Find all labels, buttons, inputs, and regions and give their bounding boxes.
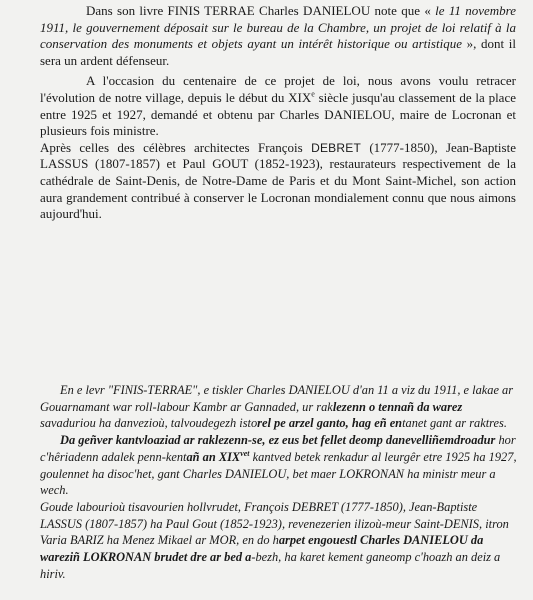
french-paragraph-1 [40,3,516,69]
bold-text-run: arpet engouestl Charles DANIELOU da wareziñ LOKRONAN brudet dre ar bed a [40,533,484,565]
breton-paragraph-3 [40,499,520,583]
bold-text-run: rel pe arzel ganto, hag eñ en [257,416,403,431]
text-run: En e levr "FINIS-TERRAE", e tiskler Charles DANIELOU d'an 11 a viz du 1911, e lakae ar Gouarnamant war roll-labour Kambr ar Gannaded, ur rak [40,383,514,414]
text-run: siècle jusqu'au classement de la place entre 1925 et 1927, demandé et obtenu par Charles DANIELOU, maire de Locronan et plusieurs fois ministre. [40,89,516,139]
quoted-text: le 11 novembre 1911, le gouvernement déposait sur le bureau de la Chambre, un projet de loi relatif à la conservation des monuments et objets ayant un intérêt historique ou artistique [40,3,516,52]
superscript: e [311,89,315,99]
text-run: Après celles des célèbres architectes François [40,139,312,155]
bold-text-run: Da geñver kantvloaziad ar raklezenn-se, ez eus bet fellet deomp danevelliñemdroadur [60,433,496,448]
breton-text-block [40,382,520,582]
text-run: Goude labourioù tisavourien hollvrudet, François DEBRET (1777-1850), Jean-Baptiste LASSUS (1807-1857) ha Paul Gout (1852-1923), revenezerien ilizoù-meur Saint-DENIS, itron Varia BARIZ ha Menez Mikael ar MOR, en do h [40,499,509,548]
text-run: tanet gant ar raktres. [402,416,507,431]
text-run: kantved betek renkadur al leurgêr etre 1925 ha 1927, goulennet ha disoc'het, gant Charles DANIELOU, bet maer LOKRONAN ha ministr meur a wech. [40,449,517,498]
breton-paragraph-2 [40,432,520,499]
text-run: », dont il sera un ardent défenseur. [40,36,516,68]
french-text-block [40,3,516,223]
text-run: Dans son livre FINIS TERRAE Charles DANIELOU note que « [86,3,436,18]
text-run: A l'occasion du centenaire de ce projet de loi, nous avons voulu retracer l'évolution de notre village, depuis le début du XIX [40,73,516,105]
text-run: (1777-1850), Jean-Baptiste LASSUS (1807-1857) et Paul GOUT (1852-1923), restaurateurs respectivement de la cathédrale de Saint-Denis, de Notre-Dame de Paris et du Mont Saint-Michel, son action aura grandement contribué à conserver le Locronan mondialement connu que nous aimons aujourd'hui. [40,139,516,222]
french-paragraph-3 [40,140,516,223]
text-run: -bezh, ha karet kement ganeomp c'hoazh an deiz a hiriv. [40,550,501,581]
bold-text-run: añ an XIX [186,449,241,464]
french-paragraph-2 [40,73,516,139]
text-run: savaduriou ha danvezioù, talvoudegezh isto [40,416,258,431]
superscript: vet [240,448,250,458]
text-run: hor c'hêriadenn adalek penn-kent [40,433,516,464]
bold-text-run: lezenn o tennañ da warez [332,399,463,414]
name-text: DEBRET [311,140,361,155]
breton-paragraph-1 [40,382,520,432]
